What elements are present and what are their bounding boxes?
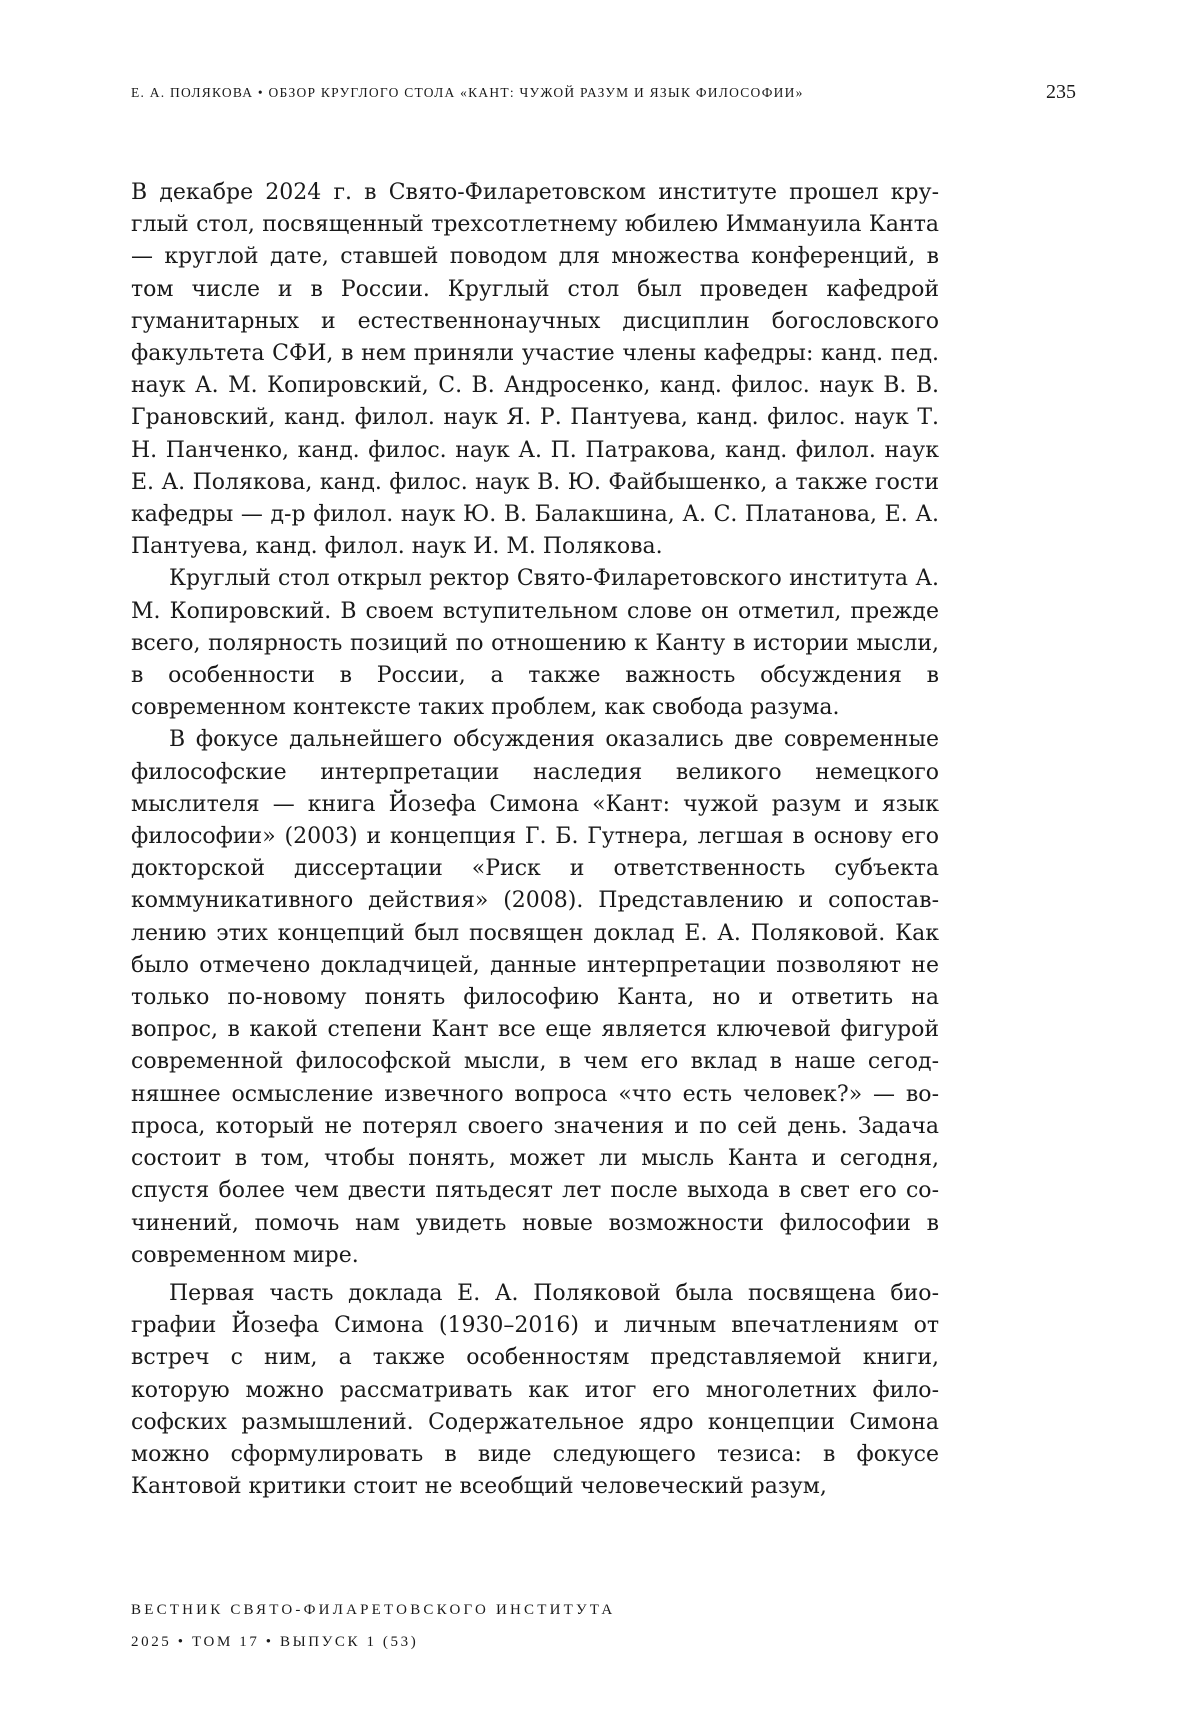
journal-footer <box>131 1594 615 1658</box>
running-header <box>131 83 1076 107</box>
paragraph-2: Круглый стол открыл ректор Свято-Филаретовского института А. М. Копировский. В своем вступительном слове он отметил, прежде всего, полярность позиций по отношению к Канту в истории мысли, в особенности в России, а также важность обсуждения в современном контексте таких проблем, как свобода разума. <box>131 566 939 721</box>
article-body <box>131 177 939 1503</box>
paragraph-4: Первая часть доклада Е. А. Поляковой была посвящена биографии Йозефа Симона (1930–2016) и личным впечатлениям от встреч с ним, а также особенностям представляемой книги, которую можно рассматривать как итог его многолетних философских размышлений. Содержательное ядро концепции Симона можно сформулировать в виде следующего тезиса: в фокусе Кантовой критики стоит не всеобщий человеческий разум, <box>131 1280 939 1500</box>
paragraph-1: В декабре 2024 г. в Свято-Филаретовском институте прошел круглый стол, посвященный трехсотлетнему юбилею Иммануила Канта — круглой дате, ставшей поводом для множества конференций, в том числе и в России. Круглый стол был проведен кафедрой гуманитарных и естественнонаучных дисциплин богословского факультета СФИ, в нем приняли участие члены кафедры: канд. пед. наук А. М. Копировский, С. В. Андросенко, канд. филос. наук В. В. Грановский, канд. филол. наук Я. Р. Пантуева, канд. филос. наук Т. Н. Панченко, канд. филос. наук А. П. Патракова, канд. филол. наук Е. А. Полякова, канд. филос. наук В. Ю. Файбышенко, а также гости кафедры — д-р филол. наук Ю. В. Балакшина, А. С. Платанова, Е. А. Пантуева, канд. филол. наук И. М. Полякова. <box>131 180 939 560</box>
page-number: 235 <box>1046 81 1076 103</box>
paragraph-3: В фокусе дальнейшего обсуждения оказались две современные философские интерпретации наследия великого немецкого мыслителя — книга Йозефа Симона «Кант: чужой разум и язык философии» (2003) и концепция Г. Б. Гутнера, легшая в основу его докторской диссертации «Риск и ответственность субъекта коммуникативного действия» (2008). Представлению и сопоставлению этих концепций был посвящен доклад Е. А. Поляковой. Как было отмечено докладчицей, данные интерпретации позволяют не только по-новому понять философию Канта, но и ответить на вопрос, в какой степени Кант все еще является ключевой фигурой современной философской мысли, в чем его вклад в наше сегодняшнее осмысление извечного вопроса «что есть человек?» — вопроса, который не потерял своего значения и по сей день. Задача состоит в том, чтобы понять, может ли мысль Канта и сегодня, спустя более чем двести пятьдесят лет после выхода в свет его сочинений, помочь нам увидеть новые возможности философии в современном мире. <box>131 727 939 1268</box>
running-title: Е. А. ПОЛЯКОВА • ОБЗОР КРУГЛОГО СТОЛА «КАНТ: ЧУЖОЙ РАЗУМ И ЯЗЫК ФИЛОСОФИИ» <box>131 85 804 100</box>
journal-issue: 2025 • ТОМ 17 • ВЫПУСК 1 (53) <box>131 1634 419 1650</box>
journal-name: ВЕСТНИК СВЯТО-ФИЛАРЕТОВСКОГО ИНСТИТУТА <box>131 1602 616 1618</box>
